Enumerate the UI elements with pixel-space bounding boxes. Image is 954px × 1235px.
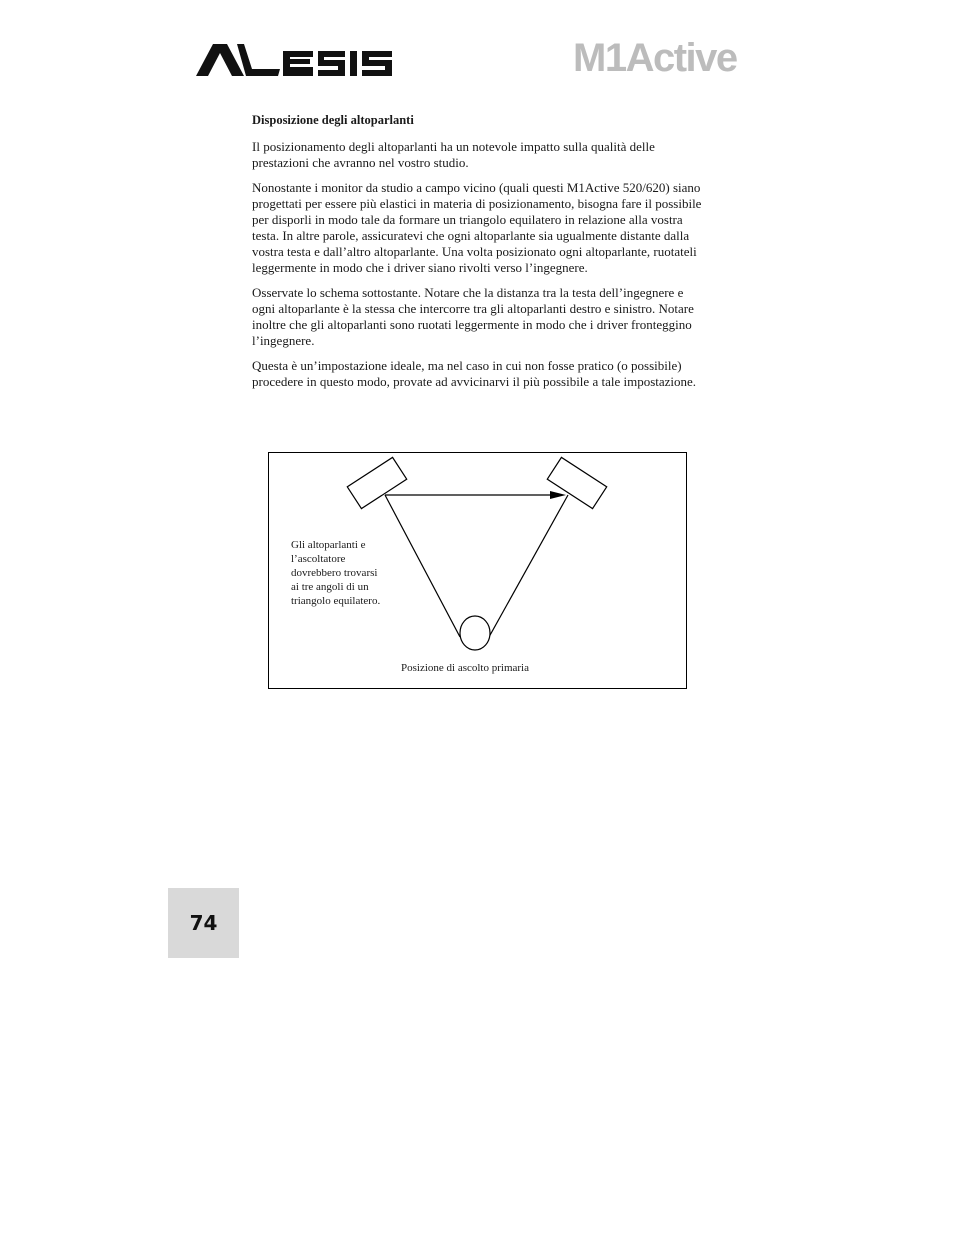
content-section bbox=[252, 112, 704, 399]
paragraph-2: Nonostante i monitor da studio a campo vicino (quali questi M1Active 520/620) siano progettati per essere più elastici in materia di posizionamento, bisogna fare il possibile per disporli in modo tale da formare un triangolo equilatero in relazione alla vostra testa. In altre parole, assicuratevi che ogni altoparlante sia ugualmente distante dalla vostra testa e dall’altro altoparlante. Una volta posizionato ogni altoparlante, ruotateli leggermente in modo che i driver siano rivolti verso l’ingegnere. bbox=[252, 180, 702, 275]
right-speaker-to-listener-line bbox=[489, 495, 568, 637]
paragraph-1: Il posizionamento degli altoparlanti ha un notevole impatto sulla qualità delle prestazioni che avranno nel vostro studio. bbox=[252, 139, 655, 170]
paragraph-3: Osservate lo schema sottostante. Notare che la distanza tra la testa dell’ingegnere e ogni altoparlante è la stessa che intercorre tra gli altoparlanti destro e sinistro. Notare inoltre che gli altoparlanti sono ruotati leggermente in modo che i driver fronteggino l’ingegnere. bbox=[252, 285, 694, 348]
page-number-tab bbox=[168, 888, 239, 958]
right-speaker bbox=[547, 457, 606, 508]
diagram-caption: Gli altoparlanti e l’ascoltatore dovrebbero trovarsi ai tre angoli di un triangolo equilatero. bbox=[291, 539, 381, 607]
page-number: 74 bbox=[189, 911, 218, 935]
alesis-logo bbox=[196, 40, 394, 80]
paragraph-4: Questa è un’impostazione ideale, ma nel caso in cui non fosse pratico (o possibile) procedere in questo modo, provate ad avvicinarvi il più possibile a tale impostazione. bbox=[252, 358, 697, 389]
product-name: M1Active bbox=[573, 36, 737, 80]
section-title: Disposizione degli altoparlanti bbox=[252, 113, 414, 127]
left-speaker-to-listener-line bbox=[385, 495, 460, 637]
listener-position-label: Posizione di ascolto primaria bbox=[401, 662, 529, 674]
listener-head-icon bbox=[460, 616, 490, 650]
left-speaker bbox=[347, 457, 406, 508]
arrow-head-icon bbox=[550, 491, 566, 499]
